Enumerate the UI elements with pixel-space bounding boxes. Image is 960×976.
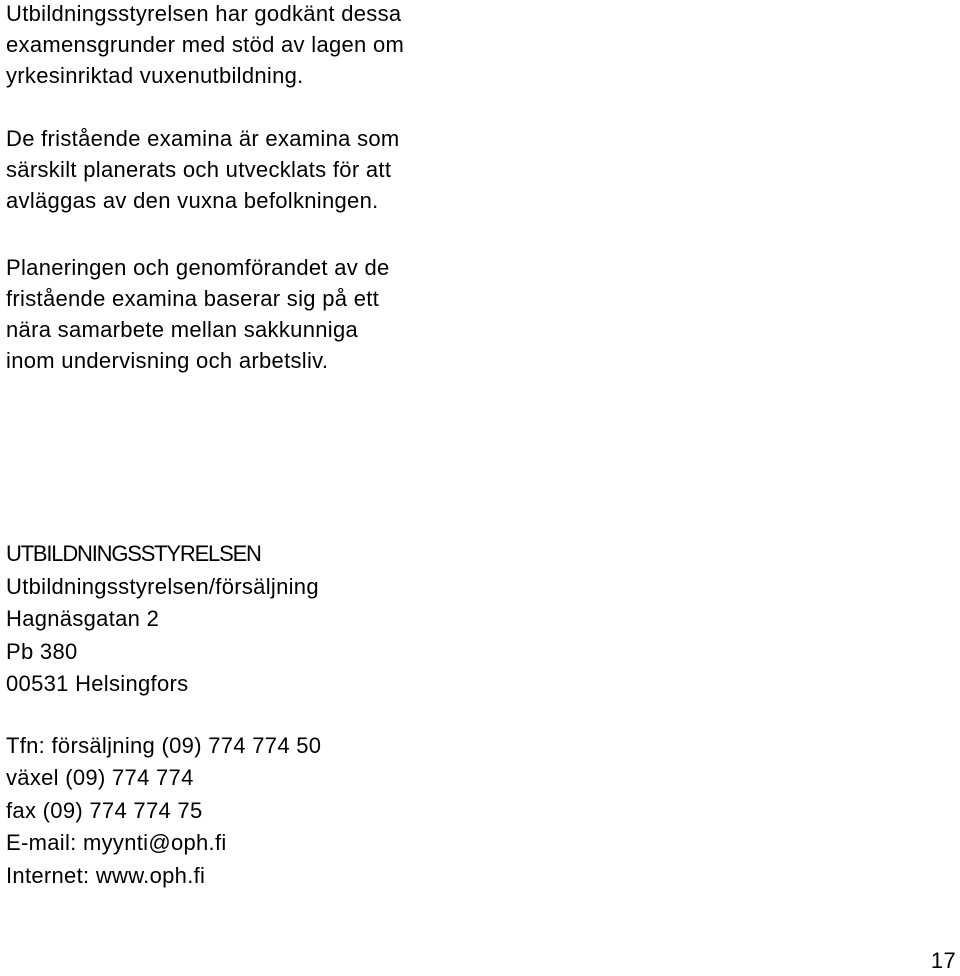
paragraph-line: inom undervisning och arbetsliv.	[6, 348, 329, 373]
paragraph-line: Planeringen och genomförandet av de	[6, 255, 390, 280]
fax-number: fax (09) 774 774 75	[6, 797, 203, 823]
website-address: Internet: www.oph.fi	[6, 862, 206, 888]
paragraph-planning	[6, 252, 390, 376]
postal-city: 00531 Helsingfors	[6, 671, 189, 697]
phone-switchboard: växel (09) 774 774	[6, 765, 194, 791]
paragraph-line: särskilt planerats och utvecklats för att	[6, 157, 392, 182]
paragraph-line: Utbildningsstyrelsen har godkänt dessa	[6, 1, 402, 26]
po-box: Pb 380	[6, 638, 78, 664]
paragraph-line: yrkesinriktad vuxenutbildning.	[6, 63, 304, 88]
email-address: E-mail: myynti@oph.fi	[6, 830, 227, 856]
paragraph-line: fristående examina baserar sig på ett	[6, 286, 380, 311]
paragraph-approval	[6, 0, 404, 91]
paragraph-independent-exams	[6, 123, 400, 216]
contact-info	[6, 730, 321, 892]
paragraph-line: nära samarbete mellan sakkunniga	[6, 317, 359, 342]
page-number: 17	[930, 948, 956, 973]
paragraph-line: examensgrunder med stöd av lagen om	[6, 32, 405, 57]
street-address: Hagnäsgatan 2	[6, 606, 160, 632]
department-name: Utbildningsstyrelsen/försäljning	[6, 573, 319, 599]
paragraph-line: avläggas av den vuxna befolkningen.	[6, 188, 379, 213]
postal-address	[6, 538, 319, 701]
phone-sales: Tfn: försäljning (09) 774 774 50	[6, 733, 322, 758]
paragraph-line: De fristående examina är examina som	[6, 126, 400, 151]
organization-name: UTBILDNINGSSTYRELSEN	[6, 541, 261, 566]
